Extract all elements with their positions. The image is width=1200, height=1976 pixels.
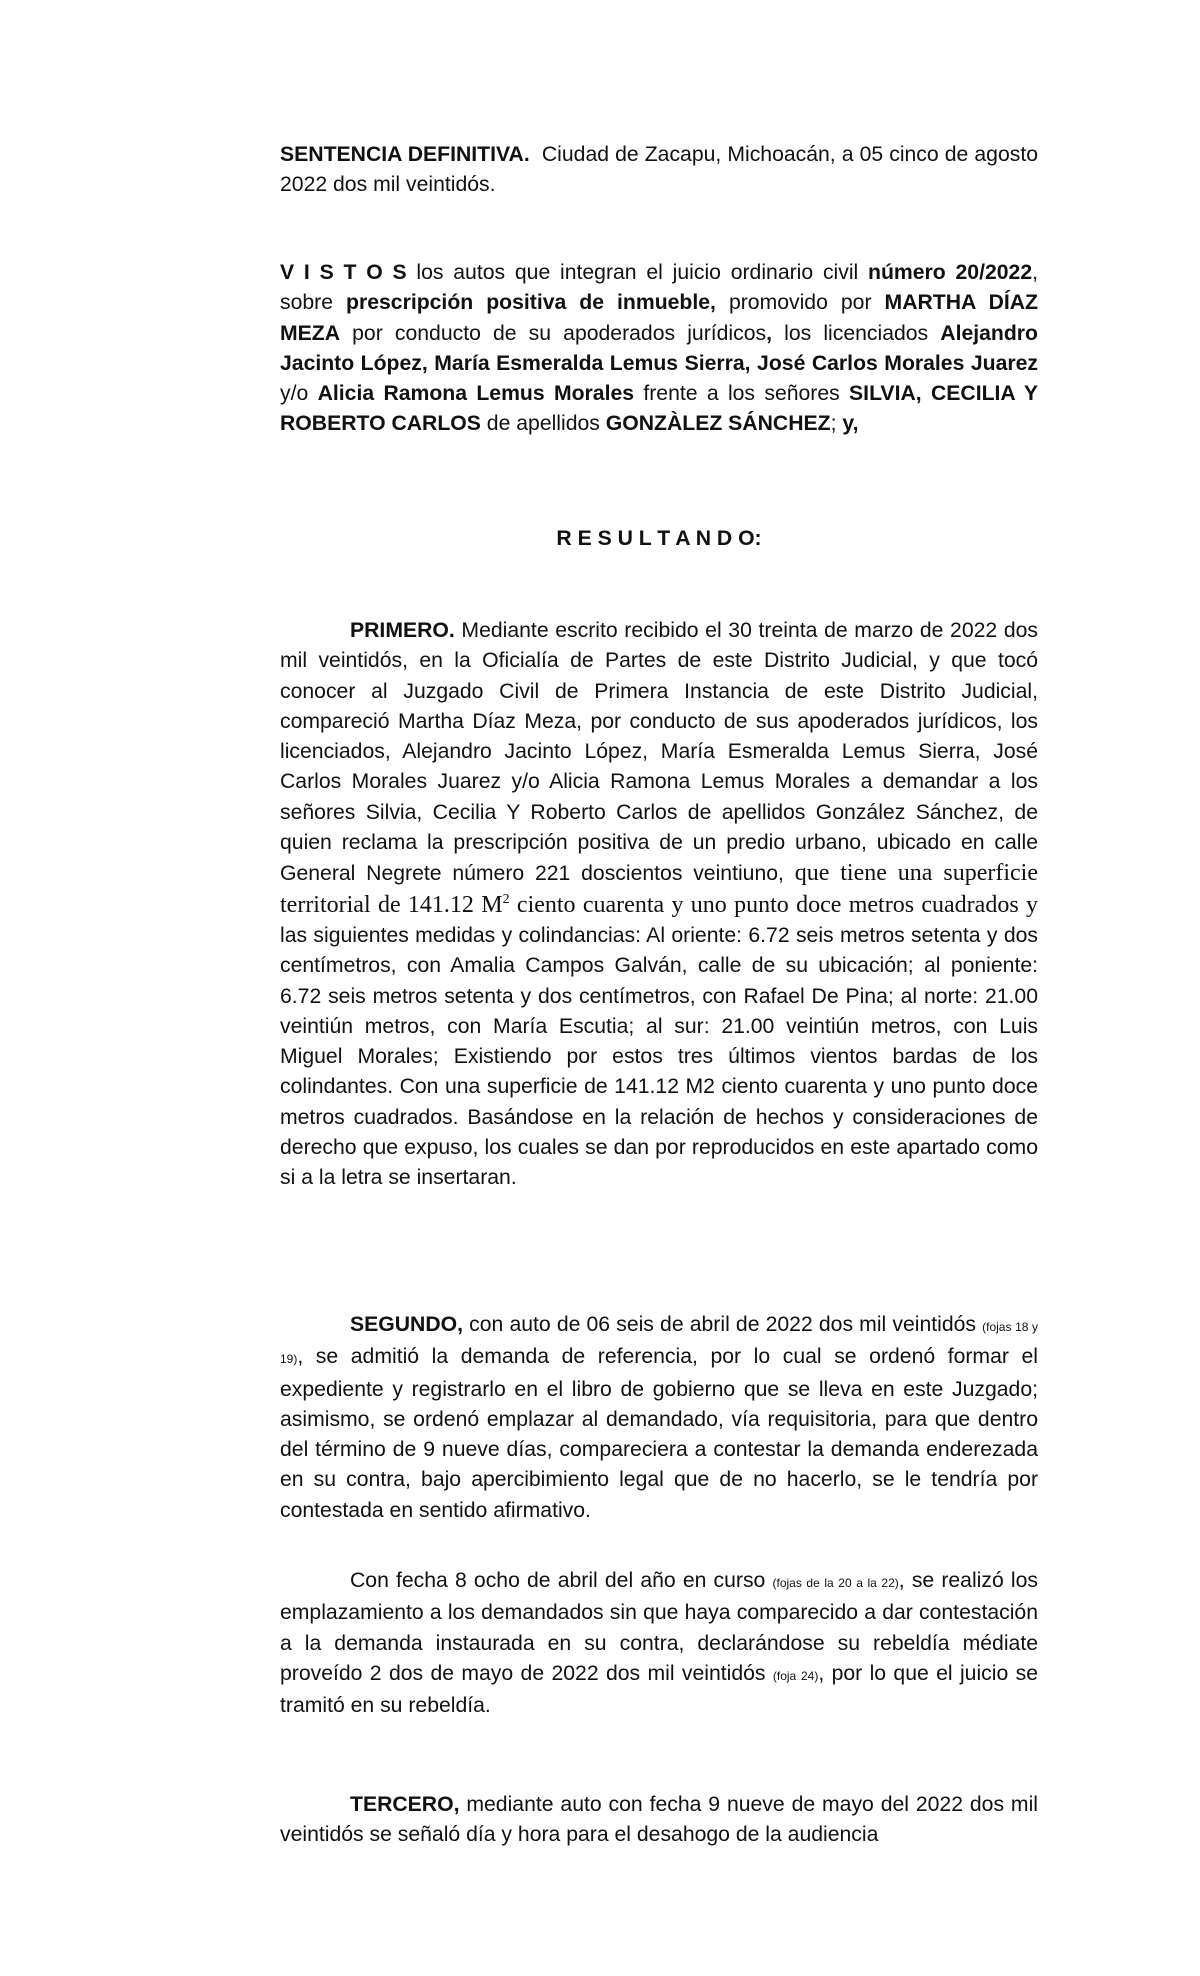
primero-text: las siguientes medidas y colindancias: Al oriente: 6.72 seis metros setenta y dos centímetros, con Amalia Campos Galván, calle de su ubicación; al poniente: 6.72 seis metros setenta y dos centímetros, con Rafael De Pina; al norte: 21.00 veintiún metros, con María Escutia; al sur: 21.00 veintiún metros, con Luis Miguel Morales; Existiendo por estos tres últimos vientos bardas de los colindantes. Con una superficie de 141.12 M2 ciento cuarenta y uno punto doce metros cuadrados. Basándose en la relación de hechos y consideraciones de derecho que expuso, los cuales se dan por reproducidos en este apartado como si a la letra se insertaran. [280, 923, 1038, 1190]
primero-label: PRIMERO. [350, 619, 455, 642]
vistos-text: promovido por [715, 291, 885, 315]
vistos-text: los autos que integran el juicio ordinario civil [406, 261, 869, 284]
tercero-paragraph [280, 1790, 1038, 1851]
resultando-heading-paragraph [280, 524, 1038, 554]
sentence-title: SENTENCIA DEFINITIVA. [280, 143, 530, 166]
attorneys-names: Alejandro Jacinto López, María Esmeralda Lemus Sierra, José Carlos Morales Juarez [280, 321, 1038, 375]
fecha8-paragraph [280, 1566, 1038, 1721]
fojas-reference: (foja 24) [772, 1668, 819, 1683]
tercero-text: mediante auto con fecha 9 nueve de mayo del 2022 dos mil veintidós se señaló día y hora para el desahogo de la audiencia [280, 1793, 1038, 1847]
vistos-text: y/o [280, 382, 318, 406]
segundo-text: con auto de 06 seis de abril de 2022 dos mil veintidós [463, 1313, 983, 1336]
fecha8-text: Con fecha 8 ocho de abril del año en curso [350, 1569, 773, 1592]
defendants-names: SILVIA, CECILIA Y ROBERTO CARLOS [280, 382, 1038, 436]
case-number: número 20/2022 [868, 261, 1033, 284]
segundo-paragraph [280, 1310, 1038, 1526]
vistos-text: por conducto de su apoderados jurídicos [340, 321, 767, 345]
primero-paragraph [280, 616, 1038, 1194]
primero-serif-text: ciento cuarenta y uno punto doce metros cuadrados y [509, 891, 1038, 918]
vistos-text: de apellidos [480, 412, 606, 436]
primero-text: Mediante escrito recibido el 30 treinta de marzo de 2022 dos mil veintidós, en la Oficialía de Partes de este Distrito Judicial, y que tocó conocer al Juzgado Civil de Primera Instancia de este Distrito Judicial, compareció Martha Díaz Meza, por conducto de sus apoderados jurídicos, los licenciados, Alejandro Jacinto López, María Esmeralda Lemus Sierra, José Carlos Morales Juarez y/o Alicia Ramona Lemus Morales a demandar a los señores Silvia, Cecilia Y Roberto Carlos de apellidos González Sánchez, de quien reclama la prescripción positiva de un predio urbano, ubicado en calle General Negrete número 221 doscientos veintiuno, [280, 619, 1038, 886]
vistos-text: ; [830, 412, 843, 436]
fojas-reference: (fojas 18 y 19) [280, 1320, 1038, 1367]
resultando-heading: R E S U L T A N D O: [556, 527, 762, 550]
attorney-name: Alicia Ramona Lemus Morales [317, 382, 635, 406]
place-date: Ciudad de Zacapu, Michoacán, a 05 cinco de agosto 2022 dos mil veintidós. [280, 143, 1038, 197]
superscript-2: 2 [502, 891, 510, 907]
fojas-reference: (fojas de la 20 a la 22) [772, 1576, 899, 1590]
vistos-text: , sobre [280, 261, 1039, 315]
header-paragraph [280, 140, 1038, 201]
fecha8-text: , se realizó los emplazamiento a los demandados sin que haya comparecido a dar contestación a la demanda instaurada en su contra, declarándose su rebeldía médiate proveído 2 dos de mayo de 2022 dos mil veintidós [280, 1569, 1038, 1685]
defendants-surnames: GONZÀLEZ SÁNCHEZ [605, 412, 831, 436]
segundo-label: SEGUNDO, [350, 1313, 464, 1336]
fecha8-text: , por lo que el juicio se tramitó en su rebeldía. [280, 1661, 1038, 1718]
vistos-text: los licenciados [772, 321, 941, 345]
segundo-text: , se admitió la demanda de referencia, por lo cual se ordenó formar el expediente y registrarlo en el libro de gobierno que se lleva en este Juzgado; asimismo, se ordenó emplazar al demandado, vía requisitoria, para que dentro del término de 9 nueve días, compareciera a contestar la demanda enderezada en su contra, bajo apercibimiento legal que de no hacerlo, se le tendría por contestada en sentido afirmativo. [280, 1345, 1038, 1522]
vistos-end: y, [842, 412, 859, 436]
vistos-text: frente a los señores [634, 382, 850, 406]
vistos-comma: , [766, 321, 772, 345]
case-subject: prescripción positiva de inmueble, [346, 291, 716, 315]
vistos-paragraph [280, 258, 1038, 440]
primero-serif-text: que tiene una superficie territorial de 141.12 M [280, 860, 1038, 918]
vistos-lead: V I S T O S [280, 261, 407, 284]
plaintiff-name: MARTHA DÍAZ MEZA [280, 291, 1039, 345]
tercero-label: TERCERO, [350, 1793, 460, 1816]
